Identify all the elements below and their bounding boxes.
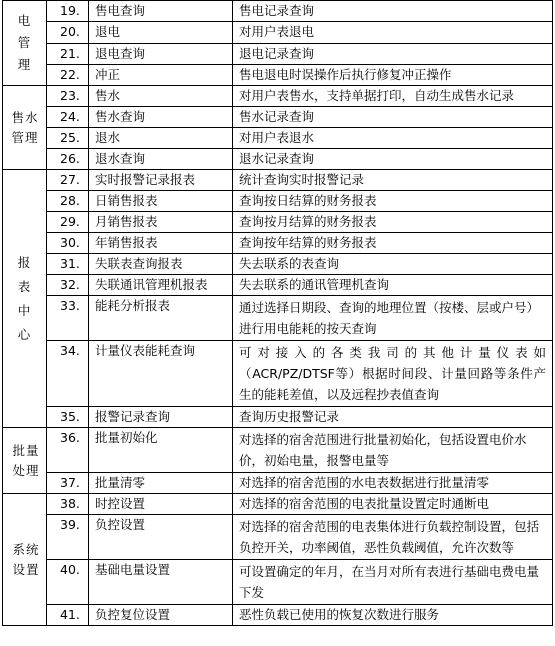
table-row [3, 473, 553, 494]
row-number: 40. [47, 560, 89, 605]
table-row [3, 212, 553, 233]
table-row [3, 494, 553, 515]
function-name: 负控设置 [89, 515, 233, 560]
function-name: 售电查询 [89, 1, 233, 22]
function-name: 退水 [89, 128, 233, 149]
row-number: 22. [47, 64, 89, 85]
table-row [3, 428, 553, 473]
category-label: 报表中心 [17, 254, 32, 342]
function-name: 失联通讯管理机报表 [89, 275, 233, 296]
table-row [3, 341, 553, 407]
function-desc: 通过选择日期段、查询的地理位置（按楼、层或户号）进行用电能耗的按天查询 [233, 296, 553, 341]
function-name: 计量仪表能耗查询 [89, 341, 233, 407]
row-number: 34. [47, 341, 89, 407]
function-name: 年销售报表 [89, 233, 233, 254]
row-number: 35. [47, 407, 89, 428]
function-desc: 对选择的宿舍范围的水电表数据进行批量清零 [233, 473, 553, 494]
row-number: 26. [47, 149, 89, 170]
row-number: 33. [47, 296, 89, 341]
function-desc: 对用户表退电 [233, 22, 553, 43]
row-number: 23. [47, 86, 89, 107]
function-desc: 失去联系的表查询 [233, 254, 553, 275]
function-name: 售水 [89, 86, 233, 107]
table-row [3, 149, 553, 170]
function-desc: 失去联系的通讯管理机查询 [233, 275, 553, 296]
function-name: 日销售报表 [89, 191, 233, 212]
table-row [3, 1, 553, 22]
row-number: 19. [47, 1, 89, 22]
function-desc: 查询按日结算的财务报表 [233, 191, 553, 212]
table-row [3, 275, 553, 296]
function-desc: 统计查询实时报警记录 [233, 170, 553, 191]
function-name: 失联表查询报表 [89, 254, 233, 275]
function-desc: 退电记录查询 [233, 43, 553, 64]
category-label: 电管理 [17, 13, 32, 72]
function-name: 批量初始化 [89, 428, 233, 473]
function-desc: 退水记录查询 [233, 149, 553, 170]
function-desc: 售电退电时误操作后执行修复冲正操作 [233, 64, 553, 85]
table-row [3, 191, 553, 212]
row-number: 31. [47, 254, 89, 275]
table-row [3, 128, 553, 149]
function-desc: 对选择的宿舍范围的电表批量设置定时通断电 [233, 494, 553, 515]
row-number: 30. [47, 233, 89, 254]
function-desc: 可设置确定的年月，在当月对所有表进行基础电费电量下发 [233, 560, 553, 605]
table-row [3, 22, 553, 43]
function-desc: 恶性负载已使用的恢复次数进行服务 [233, 605, 553, 626]
function-desc: 查询历史报警记录 [233, 407, 553, 428]
table-row [3, 515, 553, 560]
function-name: 批量清零 [89, 473, 233, 494]
function-name: 退电 [89, 22, 233, 43]
function-table [2, 0, 553, 626]
table-row [3, 86, 553, 107]
row-number: 38. [47, 494, 89, 515]
table-row [3, 560, 553, 605]
function-name: 基础电量设置 [89, 560, 233, 605]
function-desc: 售水记录查询 [233, 107, 553, 128]
function-desc: 对选择的宿舍范围进行批量初始化，包括设置电价水价，初始电量，报警电量等 [233, 428, 553, 473]
row-number: 20. [47, 22, 89, 43]
row-number: 28. [47, 191, 89, 212]
function-name: 退水查询 [89, 149, 233, 170]
row-number: 39. [47, 515, 89, 560]
function-desc: 对选择的宿舍范围的电表集体进行负载控制设置，包括负控开关，功率阈值，恶性负载阈值，允许次数等 [233, 515, 553, 560]
function-name: 负控复位设置 [89, 605, 233, 626]
function-name: 月销售报表 [89, 212, 233, 233]
table-row [3, 64, 553, 85]
category-cell [3, 86, 47, 170]
table-row [3, 605, 553, 626]
table-row [3, 254, 553, 275]
function-name: 冲正 [89, 64, 233, 85]
table-row [3, 170, 553, 191]
category-cell [3, 170, 47, 428]
function-desc: 查询按月结算的财务报表 [233, 212, 553, 233]
row-number: 41. [47, 605, 89, 626]
function-name: 时控设置 [89, 494, 233, 515]
table-row [3, 296, 553, 341]
function-desc: 对用户表退水 [233, 128, 553, 149]
category-label: 系统设置 [12, 541, 40, 577]
function-name: 退电查询 [89, 43, 233, 64]
row-number: 29. [47, 212, 89, 233]
function-desc: 查询按年结算的财务报表 [233, 233, 553, 254]
table-row [3, 107, 553, 128]
function-name: 能耗分析报表 [89, 296, 233, 341]
row-number: 27. [47, 170, 89, 191]
category-label: 售水管理 [11, 109, 39, 145]
category-label: 批量处理 [12, 442, 40, 478]
table-row [3, 407, 553, 428]
row-number: 37. [47, 473, 89, 494]
row-number: 32. [47, 275, 89, 296]
function-desc: 售电记录查询 [233, 1, 553, 22]
function-desc: 对用户表售水，支持单据打印，自动生成售水记录 [233, 86, 553, 107]
row-number: 25. [47, 128, 89, 149]
category-cell [3, 428, 47, 494]
row-number: 36. [47, 428, 89, 473]
function-name: 报警记录查询 [89, 407, 233, 428]
function-name: 实时报警记录报表 [89, 170, 233, 191]
table-row [3, 233, 553, 254]
function-name: 售水查询 [89, 107, 233, 128]
row-number: 21. [47, 43, 89, 64]
category-cell [3, 494, 47, 626]
category-cell [3, 1, 47, 86]
table-row [3, 43, 553, 64]
row-number: 24. [47, 107, 89, 128]
function-desc: 可对接入的各类我司的其他计量仪表如（ACR/PZ/DTSF等）根据时间段、计量回路等条件产生的能耗差值，以及远程抄表值查询 [233, 341, 553, 407]
